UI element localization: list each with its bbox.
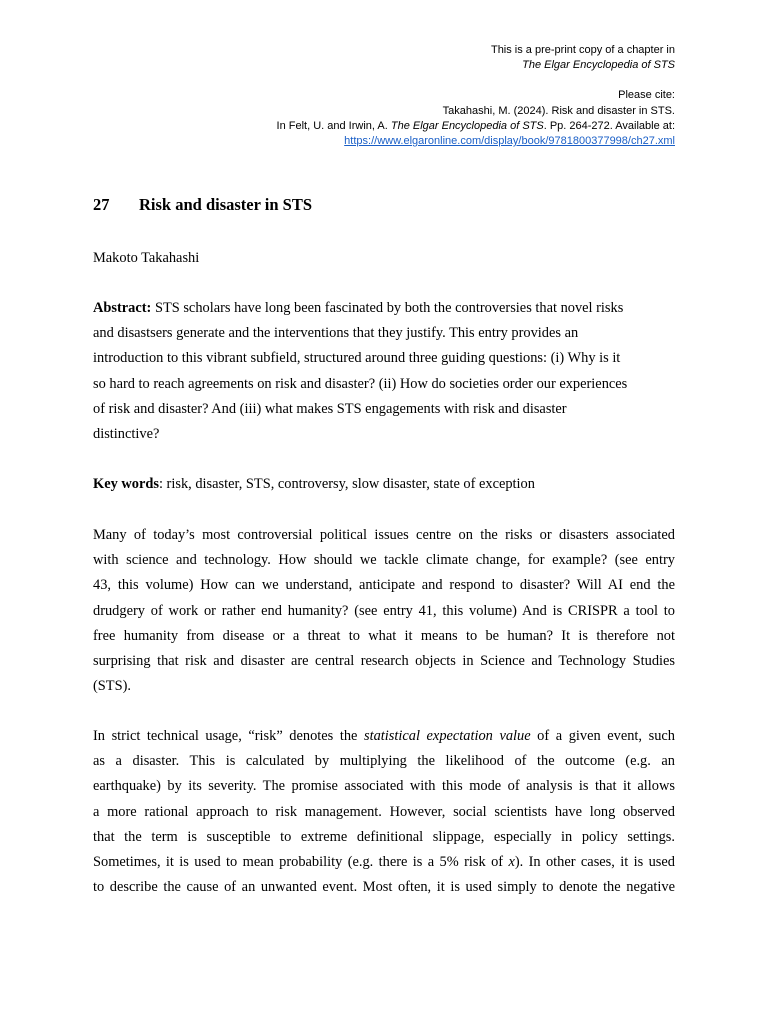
please-cite-label: Please cite: <box>618 89 675 102</box>
chapter-number: 27 <box>93 195 110 214</box>
preprint-notice: This is a pre-print copy of a chapter in <box>490 44 675 56</box>
paragraph-line: In strict technical usage, “risk” denotes the statistical expectation value of a given event, such <box>93 728 675 744</box>
author-name: Makoto Takahashi <box>93 250 200 266</box>
abstract-line: introduction to this vibrant subfield, structured around three guiding questions: (i) Why is it <box>93 350 621 367</box>
paragraph-line: Many of today’s most controversial political issues centre on the risks or disasters associated <box>93 527 675 543</box>
paragraph-line: that the term is susceptible to extreme definitional slippage, especially in policy settings. <box>93 828 675 845</box>
paragraph-line: surprising that risk and disaster are central research objects in Science and Technology Studies <box>93 653 675 670</box>
keywords-label: Key words <box>93 476 159 492</box>
abstract-line: distinctive? <box>93 426 160 443</box>
abstract-line: so hard to reach agreements on risk and disaster? (ii) How do societies order our experiences <box>93 375 628 392</box>
chapter-title: Risk and disaster in STS <box>139 195 313 214</box>
chapter-heading <box>93 194 675 216</box>
paragraph-line: to describe the cause of an unwanted event. Most often, it is used simply to denote the negative <box>93 879 675 896</box>
paragraph-line: (STS). <box>93 678 131 695</box>
paragraph-line: as a disaster. This is calculated by multiplying the likelihood of the outcome (e.g. an <box>93 753 675 770</box>
citation-line-1: Takahashi, M. (2024). Risk and disaster in STS. <box>442 104 675 117</box>
citation-link[interactable]: https://www.elgaronline.com/display/book/9781800377998/ch27.xml <box>344 135 675 148</box>
abstract-label: Abstract: <box>93 300 152 316</box>
abstract-line: and disastsers generate and the interventions that they justify. This entry provides an <box>93 325 579 342</box>
abstract-line: of risk and disaster? And (iii) what makes STS engagements with risk and disaster <box>93 400 567 417</box>
paragraph-line: with science and technology. How should we tackle climate change, for example? (see entry <box>93 552 675 569</box>
body-paragraph-2 <box>93 724 675 900</box>
abstract-line: Abstract: STS scholars have long been fascinated by both the controversies that novel risks <box>93 300 624 316</box>
citation-line-2: In Felt, U. and Irwin, A. The Elgar Encyclopedia of STS. Pp. 264-272. Available at: <box>276 119 675 132</box>
paragraph-line: earthquake) by its severity. The promise associated with this mode of analysis is that it allows <box>93 778 675 795</box>
paragraph-line: Sometimes, it is used to mean probability (e.g. there is a 5% risk of x). In other cases, it is used <box>93 854 675 871</box>
preprint-header <box>277 43 675 149</box>
paragraph-line: drudgery of work or rather end humanity? (see entry 41, this volume) And is CRISPR a tool to <box>93 602 675 619</box>
body-paragraph-1 <box>93 523 675 699</box>
paragraph-line: a more rational approach to risk management. However, social scientists have long observed <box>93 803 675 820</box>
paragraph-line: free humanity from disease or a threat to what it means to be human? It is therefore not <box>93 627 675 644</box>
keywords-line <box>93 472 675 497</box>
encyclopedia-title: The Elgar Encyclopedia of STS <box>522 59 675 72</box>
abstract-paragraph <box>93 296 675 447</box>
paragraph-line: 43, this volume) How can we understand, anticipate and respond to disaster? Will AI end the <box>93 577 675 594</box>
keywords-text: : risk, disaster, STS, controversy, slow disaster, state of exception <box>158 476 535 492</box>
